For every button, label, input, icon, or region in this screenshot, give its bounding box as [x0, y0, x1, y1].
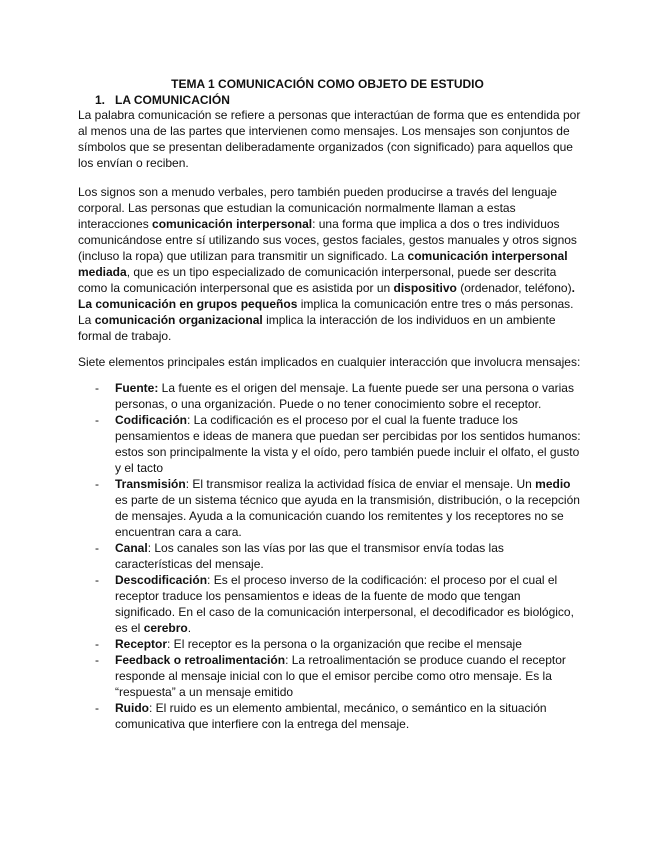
- item-term: Feedback o retroalimentación: [115, 653, 286, 667]
- p2-bold-small-groups: . La comunicación en grupos pequeños: [78, 281, 575, 311]
- bullet-dash: -: [95, 541, 99, 555]
- bullet-dash: -: [95, 477, 99, 491]
- list-item-ruido: [95, 700, 581, 732]
- p2-text-5: implica la comunicación entre tres o más personas. La: [78, 297, 574, 327]
- item-text: : El transmisor realiza la actividad física de enviar el mensaje. Un: [185, 477, 536, 491]
- item-term: Canal: [115, 541, 148, 555]
- item-text: La fuente es el origen del mensaje. La fuente puede ser una persona o varias personas, o una organización. Puede o no tener conocimiento sobre el receptor.: [115, 381, 574, 411]
- bullet-dash: -: [95, 381, 99, 395]
- p2-text-6: implica la interacción de los individuos en un ambiente formal de trabajo.: [78, 313, 556, 343]
- item-term: Transmisión: [115, 477, 186, 491]
- bullet-dash: -: [95, 573, 99, 587]
- item-text: : Es el proceso inverso de la codificación: el proceso por el cual el receptor traduce los pensamientos e ideas de la fuente de modo que tengan significado. En el caso de la comunicación interpersonal, el decodificador es biológico, es el: [115, 573, 574, 635]
- section-heading: [95, 93, 230, 108]
- document-title: TEMA 1 COMUNICACIÓN COMO OBJETO DE ESTUDIO: [171, 77, 484, 91]
- item-term: Ruido: [115, 701, 149, 715]
- paragraph-definition: La palabra comunicación se refiere a personas que interactúan de forma que es entendida por al menos una de las partes que intervienen como mensajes. Los mensajes son conjuntos de símbolos que se presentan deliberadamente organizados (con significado) para aquellos que los envían o reciben.: [78, 108, 581, 170]
- item-term: Codificación: [115, 413, 188, 427]
- item-text: : La retroalimentación se produce cuando el receptor responde al mensaje inicial con lo que el emisor percibe como otro mensaje. Es la “respuesta” a un mensaje emitido: [115, 653, 566, 699]
- bullet-dash: -: [95, 701, 99, 715]
- p2-bold-mediated: comunicación interpersonal mediada: [78, 249, 568, 279]
- elements-list: [95, 380, 581, 732]
- paragraph-signs: [78, 184, 581, 344]
- item-text: : Los canales son las vías por las que el transmisor envía todas las características del mensaje.: [115, 541, 504, 571]
- bullet-dash: -: [95, 413, 99, 427]
- p2-bold-device: dispositivo: [393, 281, 457, 295]
- p2-bold-interpersonal: comunicación interpersonal: [152, 217, 313, 231]
- item-term: Fuente:: [115, 381, 159, 395]
- list-item-fuente: [95, 380, 581, 412]
- list-item-feedback: [95, 652, 581, 700]
- item-text-2: es parte de un sistema técnico que ayuda en la transmisión, distribución, o la recepción de mensajes. Ayuda a la comunicación cuando los remitentes y los receptores no se encuentran cara a cara.: [115, 493, 580, 539]
- list-item-transmision: [95, 476, 581, 540]
- item-term: Receptor: [115, 637, 168, 651]
- item-text: : El ruido es un elemento ambiental, mecánico, o semántico en la situación comunicativa que interfiere con la entrega del mensaje.: [115, 701, 547, 731]
- section-heading-text: LA COMUNICACIÓN: [115, 93, 230, 107]
- item-text-2: .: [187, 621, 192, 635]
- item-text: : La codificación es el proceso por el cual la fuente traduce los pensamientos e ideas de manera que puedan ser percibidas por los sentidos humanos: estos son principalmente la vista y el oído, pero también puede incluir el olfato, el gusto y el tacto: [115, 413, 581, 475]
- item-term: Descodificación: [115, 573, 208, 587]
- p2-text-1: Los signos son a menudo verbales, pero también pueden producirse a través del lenguaje corporal. Las personas que estudian la comunicación normalmente llaman a estas interacciones: [78, 185, 557, 231]
- item-term-medio: medio: [535, 477, 571, 491]
- p2-bold-organizational: comunicación organizacional: [94, 313, 263, 327]
- list-item-canal: [95, 540, 581, 572]
- bullet-dash: -: [95, 637, 99, 651]
- bullet-dash: -: [95, 653, 99, 667]
- list-item-descodificacion: [95, 572, 581, 636]
- item-text: : El receptor es la persona o la organización que recibe el mensaje: [167, 637, 522, 651]
- p2-text-3: , que es un tipo especializado de comunicación interpersonal, puede ser descrita como la comunicación interpersonal que es asistida por un: [78, 265, 557, 295]
- list-item-receptor: [95, 636, 581, 652]
- p2-text-4: (ordenador, teléfono): [456, 281, 572, 295]
- list-item-codificacion: [95, 412, 581, 476]
- paragraph-elements-intro: Siete elementos principales están implicados en cualquier interacción que involucra mensajes:: [78, 355, 581, 369]
- item-term-cerebro: cerebro: [143, 621, 188, 635]
- p2-text-2: : una forma que implica a dos o tres individuos comunicándose entre sí utilizando sus voces, gestos faciales, gestos manuales y otros signos (incluso la ropa) que utilizan para transmitir un significado. La: [78, 217, 577, 263]
- section-number: 1.: [95, 93, 106, 107]
